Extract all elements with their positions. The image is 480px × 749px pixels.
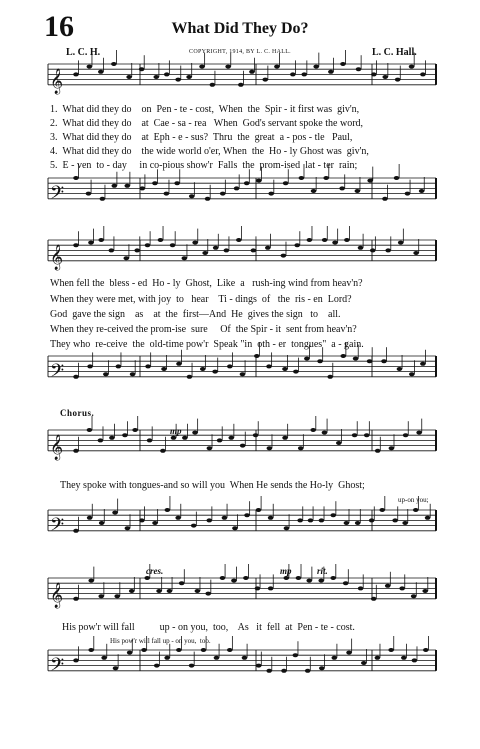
- note-head: [113, 666, 119, 670]
- note-head: [232, 526, 238, 530]
- note-head: [267, 446, 273, 450]
- verse-2-line-1: 2. What did they do at Cae - sa - rea When God's servant spoke the word,: [50, 118, 364, 129]
- note-head: [222, 516, 228, 520]
- note-head: [405, 192, 411, 196]
- note-head: [253, 433, 259, 437]
- verse-5-line-1: 5. E - ven to - day in co-pious show'r Falls the prom-ised lat - ter rain;: [50, 160, 358, 171]
- note-head: [220, 576, 226, 580]
- note-head: [307, 238, 313, 242]
- note-head: [262, 78, 268, 82]
- note-head: [202, 251, 208, 255]
- note-head: [238, 83, 244, 87]
- note-head: [310, 428, 316, 432]
- note-head: [395, 78, 401, 82]
- note-head: [353, 357, 359, 361]
- dynamic-rit: rit.: [317, 566, 328, 576]
- note-head: [370, 248, 376, 252]
- verse-3-line-1: 3. What did they do at Eph - e - sus? Thru the great a - pos - tle Paul,: [50, 132, 353, 143]
- note-head: [205, 197, 211, 201]
- note-head: [322, 431, 328, 435]
- verse-4-line-2: When they re-ceived the prom-ise sure Of the Spir - it sent from heav'n?: [50, 324, 357, 335]
- note-head: [313, 65, 319, 69]
- note-head: [413, 508, 419, 512]
- note-head: [243, 576, 249, 580]
- note-head: [161, 367, 167, 371]
- chorus-label: Chorus.: [60, 408, 95, 418]
- note-head: [319, 518, 325, 522]
- note-head: [147, 438, 153, 442]
- note-head: [158, 238, 164, 242]
- note-head: [220, 192, 226, 196]
- note-head: [364, 433, 370, 437]
- note-head: [145, 243, 151, 247]
- note-head: [375, 449, 381, 453]
- note-head: [413, 251, 419, 255]
- note-head: [311, 189, 317, 193]
- verse-1-line-2: When fell the bless - ed Ho - ly Ghost, Like a rush-ing wind from heav'n?: [50, 278, 363, 289]
- note-head: [73, 597, 79, 601]
- note-head: [305, 669, 311, 673]
- note-head: [328, 70, 334, 74]
- note-head: [249, 70, 255, 74]
- note-head: [189, 664, 195, 668]
- dynamic-mp-2: mp: [280, 566, 292, 576]
- note-head: [217, 438, 223, 442]
- note-head: [306, 579, 312, 583]
- verse-5-line-2: They who re-ceive the old-time pow'r Speak "in oth - er tongues" a - gain.: [50, 339, 364, 350]
- note-head: [268, 586, 274, 590]
- note-head: [343, 581, 349, 585]
- note-head: [124, 256, 130, 260]
- note-head: [125, 526, 131, 530]
- note-head: [282, 367, 288, 371]
- note-head: [139, 67, 145, 71]
- note-head: [179, 581, 185, 585]
- note-head: [361, 661, 367, 665]
- note-head: [255, 586, 261, 590]
- note-head: [344, 521, 350, 525]
- note-head: [265, 246, 271, 250]
- note-head: [98, 70, 104, 74]
- note-head: [244, 181, 250, 185]
- note-head: [371, 597, 377, 601]
- note-head: [87, 516, 93, 520]
- note-head: [420, 72, 426, 76]
- note-head: [192, 431, 198, 435]
- copyright-notice: COPYRIGHT, 1914, BY L. C. HALL.: [189, 49, 291, 55]
- note-head: [256, 664, 262, 668]
- note-head: [214, 656, 220, 660]
- treble-clef-icon: 𝄞: [50, 582, 64, 608]
- bass-clef-icon: 𝄢: [50, 360, 65, 386]
- note-head: [174, 181, 180, 185]
- note-head: [355, 521, 361, 525]
- note-head: [127, 651, 133, 655]
- bass-clef-icon: 𝄢: [50, 182, 65, 208]
- note-head: [301, 72, 307, 76]
- note-head: [293, 370, 299, 374]
- note-head: [308, 518, 314, 522]
- note-head: [409, 372, 415, 376]
- note-head: [379, 508, 385, 512]
- note-head: [170, 243, 176, 247]
- note-head: [130, 372, 136, 376]
- note-head: [134, 248, 140, 252]
- note-head: [164, 72, 170, 76]
- note-head: [99, 521, 105, 525]
- note-head: [304, 357, 310, 361]
- note-head: [86, 192, 92, 196]
- treble-clef-icon: 𝄞: [50, 434, 64, 460]
- note-head: [176, 362, 182, 366]
- note-head: [403, 433, 409, 437]
- note-head: [355, 189, 361, 193]
- note-head: [124, 184, 130, 188]
- note-head: [274, 65, 280, 69]
- note-head: [182, 256, 188, 260]
- verse-1-line-1: 1. What did they do on Pen - te - cost, When the Spir - it first was giv'n,: [50, 104, 360, 115]
- note-head: [195, 589, 201, 593]
- note-head: [317, 359, 323, 363]
- note-head: [330, 513, 336, 517]
- note-head: [281, 669, 287, 673]
- note-head: [392, 518, 398, 522]
- note-head: [98, 238, 104, 242]
- note-head: [411, 594, 417, 598]
- note-head: [182, 436, 188, 440]
- note-head: [367, 179, 373, 183]
- note-head: [171, 436, 177, 440]
- note-head: [112, 511, 118, 515]
- treble-clef-icon: 𝄞: [50, 244, 64, 270]
- note-head: [290, 72, 296, 76]
- note-head: [385, 584, 391, 588]
- note-head: [212, 370, 218, 374]
- note-head: [98, 438, 104, 442]
- note-head: [240, 444, 246, 448]
- note-head: [422, 589, 428, 593]
- note-head: [381, 359, 387, 363]
- note-head: [256, 179, 262, 183]
- note-head: [87, 65, 93, 69]
- note-head: [294, 243, 300, 247]
- bass-clef-icon: 𝄢: [50, 514, 65, 540]
- hymn-title: What Did They Do?: [171, 20, 309, 37]
- note-head: [98, 594, 104, 598]
- note-head: [88, 648, 94, 652]
- note-head: [352, 433, 358, 437]
- note-head: [73, 449, 79, 453]
- note-head: [281, 254, 287, 258]
- note-head: [367, 359, 373, 363]
- note-head: [344, 238, 350, 242]
- note-head: [339, 186, 345, 190]
- note-head: [189, 194, 195, 198]
- note-head: [409, 65, 415, 69]
- note-head: [88, 241, 94, 245]
- note-head: [192, 241, 198, 245]
- note-head: [175, 516, 181, 520]
- note-head: [100, 197, 106, 201]
- note-head: [293, 653, 299, 657]
- note-head: [398, 241, 404, 245]
- note-head: [122, 433, 128, 437]
- note-head: [167, 589, 173, 593]
- note-head: [152, 521, 158, 525]
- note-head: [160, 449, 166, 453]
- note-head: [225, 65, 231, 69]
- note-head: [256, 508, 262, 512]
- chorus-line-2: His pow'r will fall up - on you, too, As it fell at Pen - te - cost.: [62, 622, 355, 633]
- note-head: [191, 524, 197, 528]
- note-head: [268, 516, 274, 520]
- note-head: [397, 367, 403, 371]
- note-head: [87, 364, 93, 368]
- note-head: [164, 192, 170, 196]
- note-head: [266, 669, 272, 673]
- note-head: [73, 72, 79, 76]
- note-head: [88, 579, 94, 583]
- note-head: [382, 197, 388, 201]
- note-head: [332, 241, 338, 245]
- note-head: [346, 651, 352, 655]
- note-head: [73, 243, 79, 247]
- note-head: [109, 248, 115, 252]
- note-head: [385, 248, 391, 252]
- note-head: [251, 248, 257, 252]
- note-head: [340, 62, 346, 66]
- note-head: [139, 518, 145, 522]
- note-head: [205, 592, 211, 596]
- words-credit: L. C. H.: [66, 47, 101, 58]
- note-head: [336, 441, 342, 445]
- note-head: [111, 62, 117, 66]
- note-head: [227, 648, 233, 652]
- note-head: [375, 656, 381, 660]
- note-head: [394, 176, 400, 180]
- note-head: [109, 436, 115, 440]
- note-head: [140, 186, 146, 190]
- note-head: [73, 658, 79, 662]
- note-head: [371, 72, 377, 76]
- verse-2-line-2: When they were met, with joy to hear Ti - dings of the ris - en Lord?: [50, 294, 352, 305]
- note-head: [369, 518, 375, 522]
- note-head: [187, 375, 193, 379]
- chorus-echo-2: His pow'r will fall up - on you, too.: [110, 637, 211, 645]
- note-head: [358, 246, 364, 250]
- note-head: [323, 176, 329, 180]
- note-head: [199, 65, 205, 69]
- note-head: [116, 364, 122, 368]
- note-head: [242, 656, 248, 660]
- note-head: [327, 375, 333, 379]
- note-head: [382, 75, 388, 79]
- note-head: [153, 75, 159, 79]
- note-head: [165, 508, 171, 512]
- note-head: [176, 648, 182, 652]
- note-head: [358, 586, 364, 590]
- music-credit: L. C. Hall.: [372, 47, 417, 58]
- note-head: [266, 364, 272, 368]
- note-head: [144, 576, 150, 580]
- chorus-line-1: They spoke with tongues-and so will you When He sends the Ho-ly Ghost;: [60, 480, 365, 491]
- note-head: [296, 576, 302, 580]
- note-head: [236, 238, 242, 242]
- verse-3-line-2: God gave the sign as at the first—And He gives the sign to all.: [50, 309, 341, 320]
- note-head: [299, 176, 305, 180]
- note-head: [126, 75, 132, 79]
- note-head: [154, 664, 160, 668]
- verse-4-line-1: 4. What did they do the wide world o'er, When the Ho - ly Ghost was giv'n,: [50, 146, 369, 157]
- note-head: [298, 446, 304, 450]
- note-head: [318, 579, 324, 583]
- note-head: [114, 594, 120, 598]
- note-head: [129, 589, 135, 593]
- note-head: [73, 375, 79, 379]
- note-head: [283, 181, 289, 185]
- note-head: [231, 579, 237, 583]
- note-head: [73, 529, 79, 533]
- note-head: [186, 75, 192, 79]
- note-head: [332, 656, 338, 660]
- note-head: [319, 666, 325, 670]
- note-head: [141, 648, 147, 652]
- treble-clef-icon: 𝄞: [50, 68, 64, 94]
- note-head: [340, 354, 346, 358]
- note-head: [175, 78, 181, 82]
- note-head: [401, 656, 407, 660]
- note-head: [420, 362, 426, 366]
- note-head: [145, 364, 151, 368]
- note-head: [297, 518, 303, 522]
- note-head: [425, 516, 431, 520]
- note-head: [210, 83, 216, 87]
- note-head: [419, 189, 425, 193]
- note-head: [227, 364, 233, 368]
- note-head: [402, 521, 408, 525]
- note-head: [87, 428, 93, 432]
- note-head: [132, 428, 138, 432]
- note-head: [416, 431, 422, 435]
- note-head: [201, 648, 207, 652]
- note-head: [244, 513, 250, 517]
- note-head: [322, 238, 328, 242]
- note-head: [399, 586, 405, 590]
- note-head: [152, 181, 158, 185]
- note-head: [282, 436, 288, 440]
- note-head: [254, 354, 260, 358]
- note-head: [73, 176, 79, 180]
- dynamic-mp: mp: [170, 426, 182, 436]
- bass-clef-icon: 𝄢: [50, 654, 65, 680]
- note-head: [207, 446, 213, 450]
- chorus-echo-1: up-on you;: [398, 496, 429, 504]
- note-head: [356, 67, 362, 71]
- note-head: [213, 246, 219, 250]
- note-head: [284, 526, 290, 530]
- note-head: [200, 367, 206, 371]
- note-head: [423, 648, 429, 652]
- note-head: [156, 589, 162, 593]
- note-head: [103, 372, 109, 376]
- note-head: [206, 518, 212, 522]
- note-head: [283, 576, 289, 580]
- note-head: [412, 658, 418, 662]
- note-head: [389, 446, 395, 450]
- note-head: [330, 576, 336, 580]
- note-head: [268, 192, 274, 196]
- note-head: [388, 648, 394, 652]
- note-head: [240, 372, 246, 376]
- note-head: [224, 248, 230, 252]
- hymn-number: 16: [44, 10, 74, 43]
- note-head: [112, 184, 118, 188]
- note-head: [234, 186, 240, 190]
- note-head: [228, 436, 234, 440]
- dynamic-cres: cres.: [146, 566, 164, 576]
- note-head: [164, 656, 170, 660]
- note-head: [101, 656, 107, 660]
